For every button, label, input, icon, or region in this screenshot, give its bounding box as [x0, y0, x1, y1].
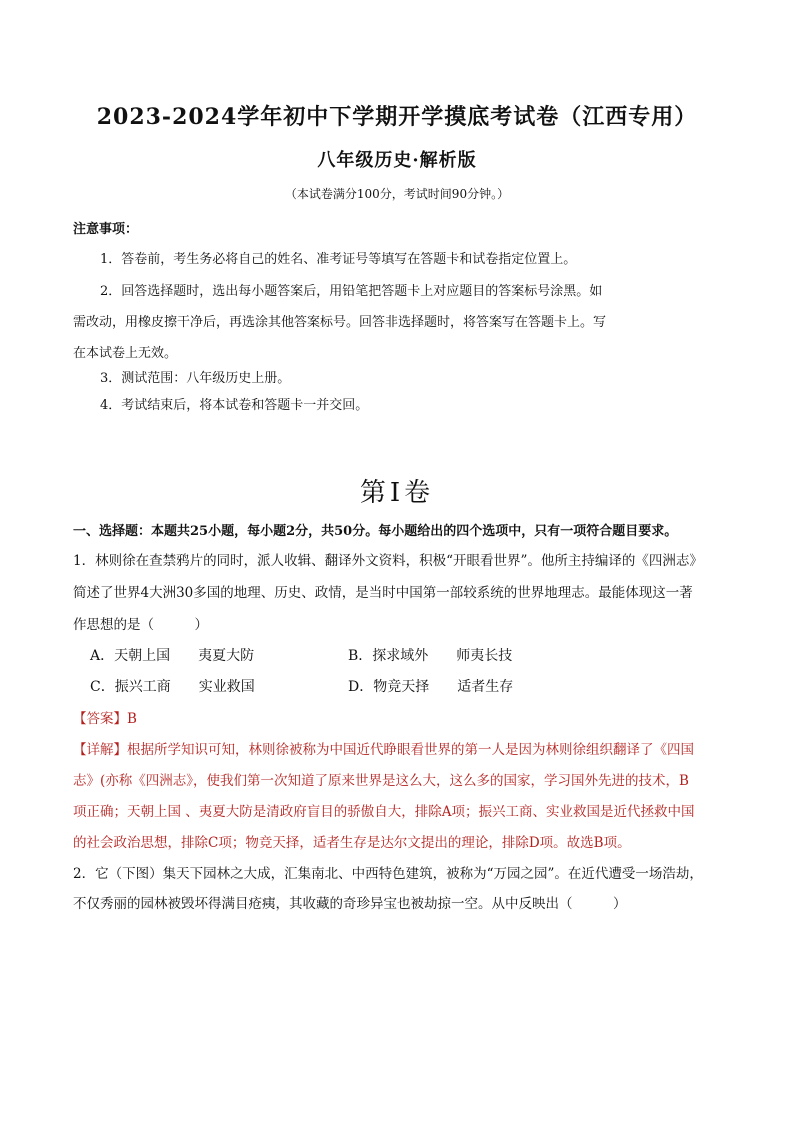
- q1-option-b: B．探求域外 师夷长技: [348, 648, 513, 664]
- notice-item-1: 1．答卷前，考生务必将自己的姓名、准考证号等填写在答题卡和试卷指定位置上。: [100, 252, 577, 267]
- exam-subtitle: 八年级历史·解析版: [317, 150, 477, 171]
- notice-heading: 注意事项：: [73, 222, 139, 237]
- q1-detail-line-2: 志》(亦称《四洲志》，使我们第一次知道了原来世界是这么大，这么多的国家，学习国外先进的技术，B: [73, 773, 689, 789]
- q1-detail-line-1: 【详解】根据所学知识可知，林则徐被称为中国近代睁眼看世界的第一人是因为林则徐组织翻译了《四国: [73, 742, 694, 758]
- notice-item-2-line-1: 2．回答选择题时，选出每小题答案后，用铅笔把答题卡上对应题目的答案标号涂黑。如: [100, 284, 603, 299]
- q2-stem-line-2: 不仅秀丽的园林被毁坏得满目疮痍，其收藏的奇珍异宝也被劫掠一空。从中反映出（ ）: [73, 896, 627, 912]
- q1-stem-line-1: 1．林则徐在查禁鸦片的同时，派人收辑、翻译外文资料，积极“开眼看世界”。他所主持编译的《四洲志》: [73, 553, 703, 569]
- notice-item-2-line-2: 需改动，用橡皮擦干净后，再选涂其他答案标号。回答非选择题时，将答案写在答题卡上。写: [73, 315, 607, 330]
- section-instructions: 一、选择题：本题共25小题，每小题2分，共50分。每小题给出的四个选项中，只有一项符合题目要求。: [73, 524, 678, 539]
- q2-stem-line-1: 2．它（下图）集天下园林之大成，汇集南北、中西特色建筑，被称为“万园之园”。在近代遭受一场浩劫，: [73, 866, 703, 882]
- q1-answer: 【答案】B: [73, 711, 137, 727]
- q1-option-c: C．振兴工商 实业救国: [90, 679, 255, 695]
- q1-stem-line-3: 作思想的是（ ）: [73, 617, 208, 633]
- notice-item-2-line-3: 在本试卷上无效。: [73, 346, 178, 361]
- q1-detail-line-4: 的社会政治思想，排除C项；物竞天择，适者生存是达尔文提出的理论，排除D项。故选B项。: [73, 835, 631, 851]
- section-title: 第Ⅰ卷: [359, 478, 435, 508]
- exam-title: 2023-2024学年初中下学期开学摸底考试卷（江西专用）: [96, 104, 698, 130]
- q1-stem-line-2: 简述了世界4大洲30多国的地理、历史、政情，是当时中国第一部较系统的世界地理志。最能体现这一著: [73, 585, 693, 601]
- exam-note: （本试卷满分100分，考试时间90分钟。）: [284, 187, 510, 201]
- q1-option-d: D．物竞天择 适者生存: [348, 679, 514, 695]
- q1-detail-line-3: 项正确；天朝上国 、夷夏大防是清政府盲目的骄傲自大，排除A项；振兴工商、实业救国是近代拯救中国: [73, 804, 695, 820]
- notice-item-4: 4．考试结束后，将本试卷和答题卡一并交回。: [100, 398, 369, 413]
- notice-item-3: 3．测试范围：八年级历史上册。: [100, 371, 291, 386]
- q1-option-a: A．天朝上国 夷夏大防: [90, 648, 255, 664]
